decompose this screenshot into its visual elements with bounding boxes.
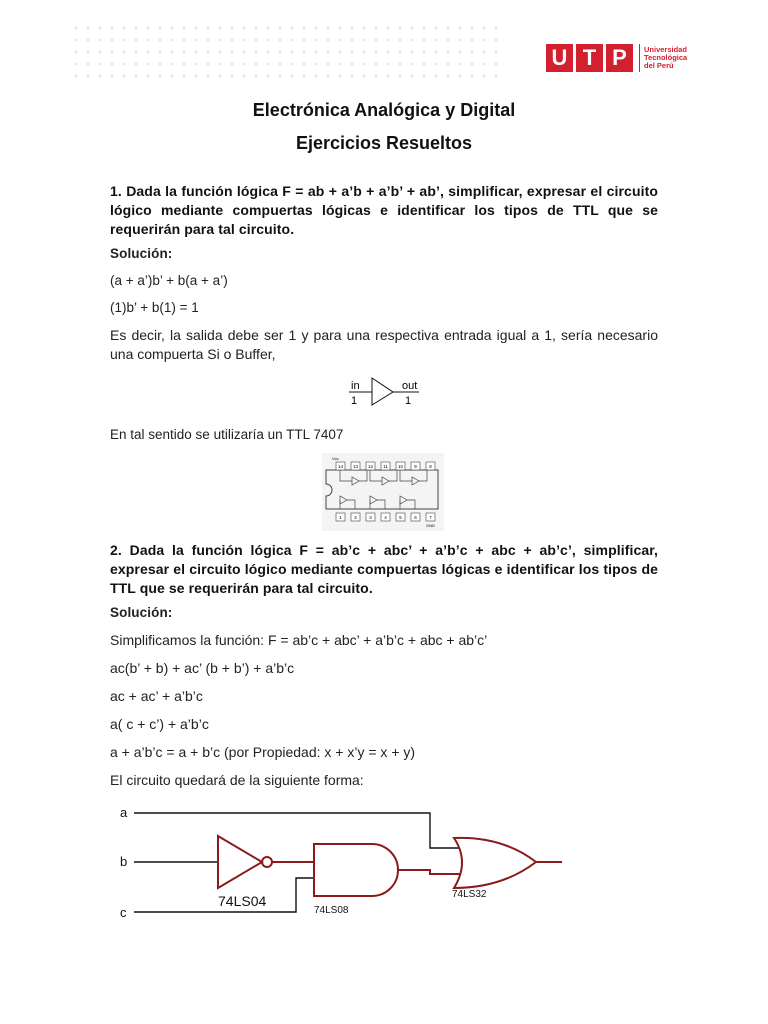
logo-letter-u: U [546,44,573,72]
chip-bottom-pins [336,513,435,521]
logo-university-name [644,46,704,70]
exercise-2-step-5: a + a’b’c = a + b’c (por Propiedad: x + x’y = x + y) [110,744,416,760]
logo-letter-t: T [576,44,603,72]
exercise-2-statement: 2. Dada la función lógica F = ab’c + abc’ + a’b’c + abc + ab’c’, simplificar, expresar el circuito lógico mediante compuertas lógicas e identificar los tipos de TTL que se requerirán para tal circuito. [110,542,658,596]
chip-top-pin-number: 9 [414,464,417,469]
and-gate-label: 74LS08 [314,905,349,916]
circuit-diagram [110,800,570,926]
chip-top-pin-number: 14 [337,464,344,469]
exercise-1-solution-label: Solución: [110,246,173,261]
and-gate-body [314,844,398,896]
buffer-in-value: 1 [351,395,358,407]
exercise-2-step-2: ac(b’ + b) + ac’ (b + b’) + a’b’c [110,660,295,676]
exercise-2-step-1: Simplificamos la función: F = ab’c + abc’ + a’b’c + abc + ab’c’ [110,632,488,648]
chip-top-pin-number: 12 [367,464,374,469]
chip-top-pins [336,462,435,470]
logo-letter-p: P [606,44,633,72]
wire-and-to-or [398,870,460,874]
exercise-1-ttl-sentence: En tal sentido se utilizaría un TTL 7407 [110,427,344,442]
exercise-2-solution-label: Solución: [110,605,173,620]
chip-bottom-pin-number: 4 [384,515,387,520]
or-gate-label: 74LS32 [452,889,487,900]
chip-top-pin-number: 8 [429,464,432,469]
exercise-2-circuit-intro: El circuito quedará de la siguiente forma: [110,772,364,788]
ttl-7407-chip-diagram [322,453,444,531]
exercise-1-step-2: (1)b’ + b(1) = 1 [110,300,199,315]
chip-bottom-pin-number: 3 [369,515,372,520]
exercise-1-explanation: Es decir, la salida debe ser 1 y para una respectiva entrada igual a 1, sería necesario una compuerta Si o Buffer, [110,327,658,362]
exercise-1-statement: 1. Dada la función lógica F = ab + a’b + a’b’ + ab’, simplificar, expresar el circuito lógico mediante compuertas lógicas e identificar los tipos de TTL que se requerirán para tal circuito. [110,183,658,237]
chip-top-pin-number: 11 [383,464,388,469]
document-title: Electrónica Analógica y Digital [252,100,516,120]
chip-top-pin-number: 13 [352,464,359,469]
chip-bottom-pin-number: 7 [429,515,432,520]
chip-top-pin-number: 10 [397,464,404,469]
buffer-gate-diagram [345,374,425,410]
buffer-in-label: in [351,380,360,392]
input-label-b: b [120,854,128,869]
exercise-2-step-3: ac + ac’ + a’b’c [110,688,203,704]
chip-gnd-label: GND [426,523,435,528]
logo-line-2: Tecnológica [644,53,688,62]
buffer-out-value: 1 [405,395,412,407]
logo-line-1: Universidad [644,45,687,54]
wire-a [134,813,460,848]
header-dot-pattern [70,22,500,82]
logo-line-3: del Perú [644,61,674,70]
not-gate-label: 74LS04 [218,893,267,909]
chip-bottom-pin-number: 5 [399,515,402,520]
input-label-a: a [120,805,128,820]
exercise-1-step-1: (a + a’)b’ + b(a + a’) [110,273,228,288]
chip-bottom-pin-number: 2 [354,515,357,520]
not-gate-triangle [218,836,262,888]
or-gate-body [454,838,536,888]
exercise-2-step-4: a( c + c’) + a’b’c [110,716,209,732]
chip-vcc-label: Vcc [332,456,339,461]
chip-bottom-pin-number: 6 [414,515,417,520]
utp-logo [546,44,704,72]
input-label-c: c [120,905,127,920]
document-subtitle: Ejercicios Resueltos [295,133,473,153]
buffer-out-label: out [402,380,418,392]
buffer-triangle [372,378,393,405]
logo-separator [639,44,640,72]
chip-bottom-pin-number: 1 [339,515,342,520]
